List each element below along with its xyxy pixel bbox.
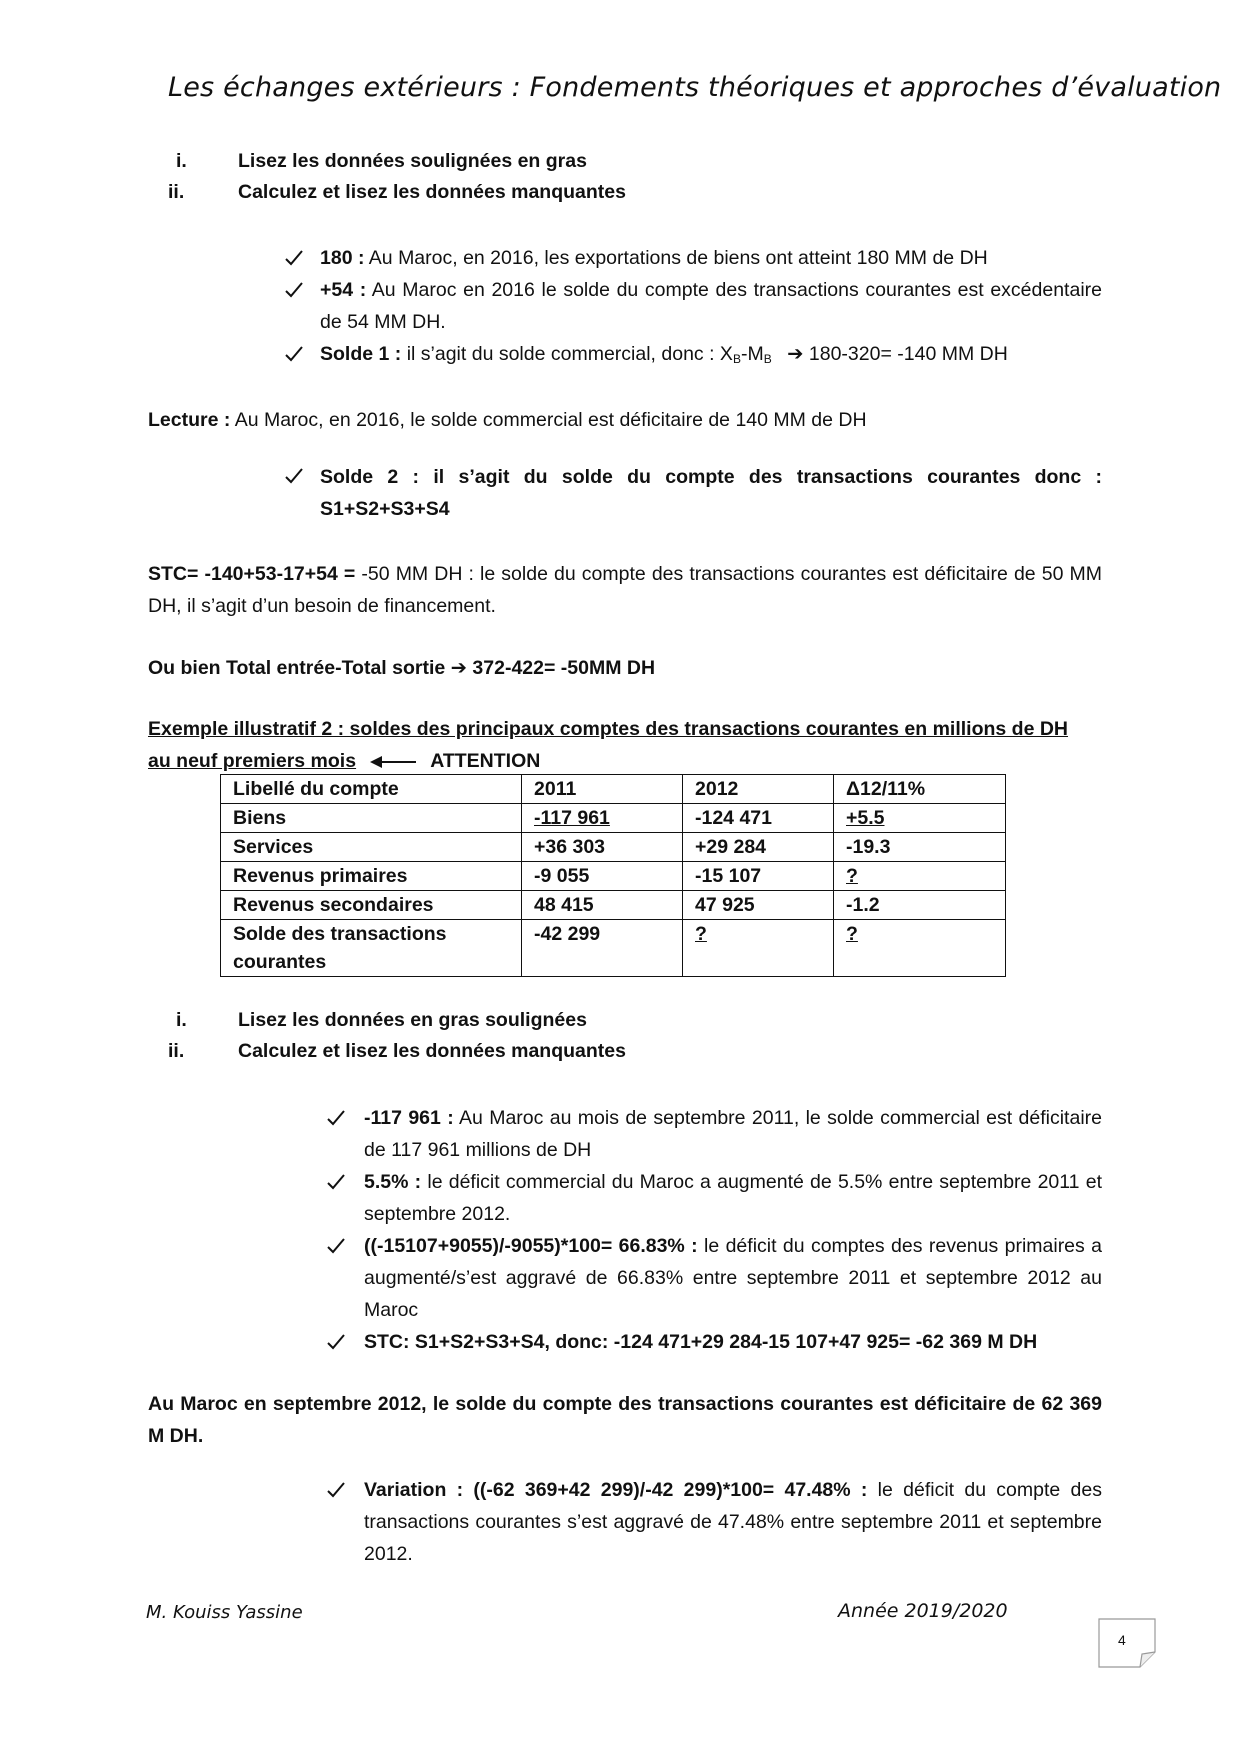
- bullet-label: Solde 1 :: [320, 343, 402, 365]
- bullet-text: Au Maroc en 2016 le solde du compte des transactions courantes est excédentaire de 54 MM DH.: [320, 279, 1102, 333]
- table-cell: Revenus primaires: [221, 862, 522, 891]
- conclusion-paragraph: Au Maroc en septembre 2012, le solde du compte des transactions courantes est déficitaire de 62 369 M DH.: [148, 1393, 1102, 1447]
- bullet-label: Variation : ((-62 369+42 299)/-42 299)*100= 47.48% :: [364, 1479, 868, 1501]
- table-cell: -15 107: [683, 862, 834, 891]
- example-subtitle: [148, 745, 540, 777]
- table-cell: +36 303: [522, 833, 683, 862]
- bullet-117961: [364, 1102, 1102, 1166]
- lecture-label: Lecture :: [148, 409, 231, 431]
- table-cell: -42 299: [522, 920, 683, 977]
- stc-label: STC= -140+53-17+54 =: [148, 563, 356, 585]
- check-icon: [326, 1332, 346, 1352]
- arrow-left-icon: [370, 755, 416, 769]
- table-cell: -19.3: [834, 833, 1006, 862]
- table-header-cell: 2012: [683, 775, 834, 804]
- table-row: [221, 862, 1006, 891]
- table-cell: 47 925: [683, 891, 834, 920]
- bullet-label: 5.5% :: [364, 1171, 422, 1193]
- table-cell: -1.2: [834, 891, 1006, 920]
- ou-bien-result: 372-422= -50MM DH: [467, 657, 656, 679]
- bullet-54: [320, 274, 1102, 338]
- attention-label: ATTENTION: [430, 750, 541, 772]
- lecture-paragraph: [148, 404, 867, 436]
- instruction-3: [176, 1004, 587, 1036]
- page-number-box: [1098, 1618, 1156, 1668]
- instruction-text: Lisez les données soulignées en gras: [238, 150, 587, 172]
- check-icon: [326, 1172, 346, 1192]
- check-icon: [284, 248, 304, 268]
- bullet-text: il s’agit du solde commercial, donc : X: [401, 343, 733, 365]
- page-number: 4: [1118, 1632, 1126, 1648]
- footer-author: M. Kouiss Yassine: [146, 1602, 303, 1623]
- table-cell: -9 055: [522, 862, 683, 891]
- table-row: [221, 920, 1006, 977]
- table-header-cell: Libellé du compte: [221, 775, 522, 804]
- check-icon: [326, 1480, 346, 1500]
- table-row: [221, 804, 1006, 833]
- stc-text: -50 MM DH : le solde du compte des transactions courantes est déficitaire de 50 MM DH, il s’agit d’un besoin de financement.: [148, 563, 1102, 617]
- instruction-text: Lisez les données en gras soulignées: [238, 1009, 587, 1031]
- table-cell: +5.5: [834, 804, 1006, 833]
- instruction-text: Calculez et lisez les données manquantes: [238, 1040, 626, 1062]
- table-cell: Biens: [221, 804, 522, 833]
- stc-paragraph: [148, 558, 1102, 622]
- bullet-66-83: [364, 1230, 1102, 1326]
- instruction-1: [176, 145, 587, 177]
- table-header-cell: Δ12/11%: [834, 775, 1006, 804]
- bullet-text: 180-320= -140 MM DH: [803, 343, 1008, 365]
- bullet-text: Au Maroc, en 2016, les exportations de biens ont atteint 180 MM de DH: [364, 247, 988, 269]
- instruction-text: Calculez et lisez les données manquantes: [238, 181, 626, 203]
- instruction-number: ii.: [168, 181, 185, 203]
- bullet-text: Au Maroc au mois de septembre 2011, le solde commercial est déficitaire de 117 961 millions de DH: [364, 1107, 1102, 1161]
- ou-bien-line: [148, 652, 655, 684]
- table-cell: [221, 920, 522, 977]
- bullet-label: +54 :: [320, 279, 367, 301]
- bullet-text: le déficit du comptes des revenus primaires a augmenté/s’est aggravé de 66.83% entre septembre 2011 et septembre 2012 au Maroc: [364, 1235, 1103, 1321]
- table-cell: -117 961: [522, 804, 683, 833]
- instruction-4: [168, 1035, 626, 1067]
- lecture-text: Au Maroc, en 2016, le solde commercial est déficitaire de 140 MM de DH: [230, 409, 867, 431]
- table-cell: ?: [834, 920, 1006, 977]
- bullet-5-5: [364, 1166, 1102, 1230]
- arrow-right-icon: ➔: [450, 657, 467, 679]
- bullet-solde1: [320, 338, 1008, 375]
- instruction-number: i.: [176, 150, 187, 172]
- document-title: Les échanges extérieurs : Fondements théoriques et approches d’évaluation: [168, 72, 1222, 103]
- table-cell: Revenus secondaires: [221, 891, 522, 920]
- table-cell: 48 415: [522, 891, 683, 920]
- check-icon: [284, 344, 304, 364]
- bullet-text: le déficit du compte des transactions courantes s’est aggravé de 47.48% entre septembre 2011 et septembre 2012.: [364, 1479, 1102, 1565]
- bullet-label: 180 :: [320, 247, 365, 269]
- table-row: [221, 833, 1006, 862]
- bullet-solde2: Solde 2 : il s’agit du solde du compte des transactions courantes donc : S1+S2+S3+S4: [320, 466, 1102, 520]
- table-cell: -124 471: [683, 804, 834, 833]
- arrow-right-icon: ➔: [787, 343, 804, 365]
- check-icon: [326, 1236, 346, 1256]
- subscript: B: [763, 352, 772, 366]
- table-cell: ?: [683, 920, 834, 977]
- check-icon: [284, 280, 304, 300]
- table-cell: +29 284: [683, 833, 834, 862]
- subscript: B: [732, 352, 741, 366]
- table-cell-text: Solde des transactions courantes: [233, 923, 447, 973]
- table-header-cell: 2011: [522, 775, 683, 804]
- accounts-table: [220, 774, 1006, 977]
- check-icon: [326, 1108, 346, 1128]
- bullet-text: le déficit commercial du Maroc a augmenté de 5.5% entre septembre 2011 et septembre 2012.: [364, 1171, 1102, 1225]
- check-icon: [284, 466, 304, 486]
- bullet-text: -M: [740, 343, 764, 365]
- instruction-number: ii.: [168, 1040, 185, 1062]
- bullet-180: [320, 242, 1102, 274]
- table-cell: ?: [834, 862, 1006, 891]
- table-cell: Services: [221, 833, 522, 862]
- ou-bien-text: Ou bien Total entrée-Total sortie: [148, 657, 446, 679]
- example-subtitle-text: au neuf premiers mois: [148, 750, 357, 772]
- table-header-row: [221, 775, 1006, 804]
- example-title: Exemple illustratif 2 : soldes des principaux comptes des transactions courantes en millions de DH: [148, 718, 1069, 740]
- bullet-label: -117 961 :: [364, 1107, 454, 1129]
- instruction-number: i.: [176, 1009, 187, 1031]
- bullet-label: ((-15107+9055)/-9055)*100= 66.83% :: [364, 1235, 698, 1257]
- instruction-2: [168, 176, 626, 208]
- bullet-stc: STC: S1+S2+S3+S4, donc: -124 471+29 284-15 107+47 925= -62 369 M DH: [364, 1331, 1038, 1353]
- footer-year: Année 2019/2020: [838, 1600, 1008, 1622]
- table-row: [221, 891, 1006, 920]
- bullet-variation: [364, 1474, 1102, 1570]
